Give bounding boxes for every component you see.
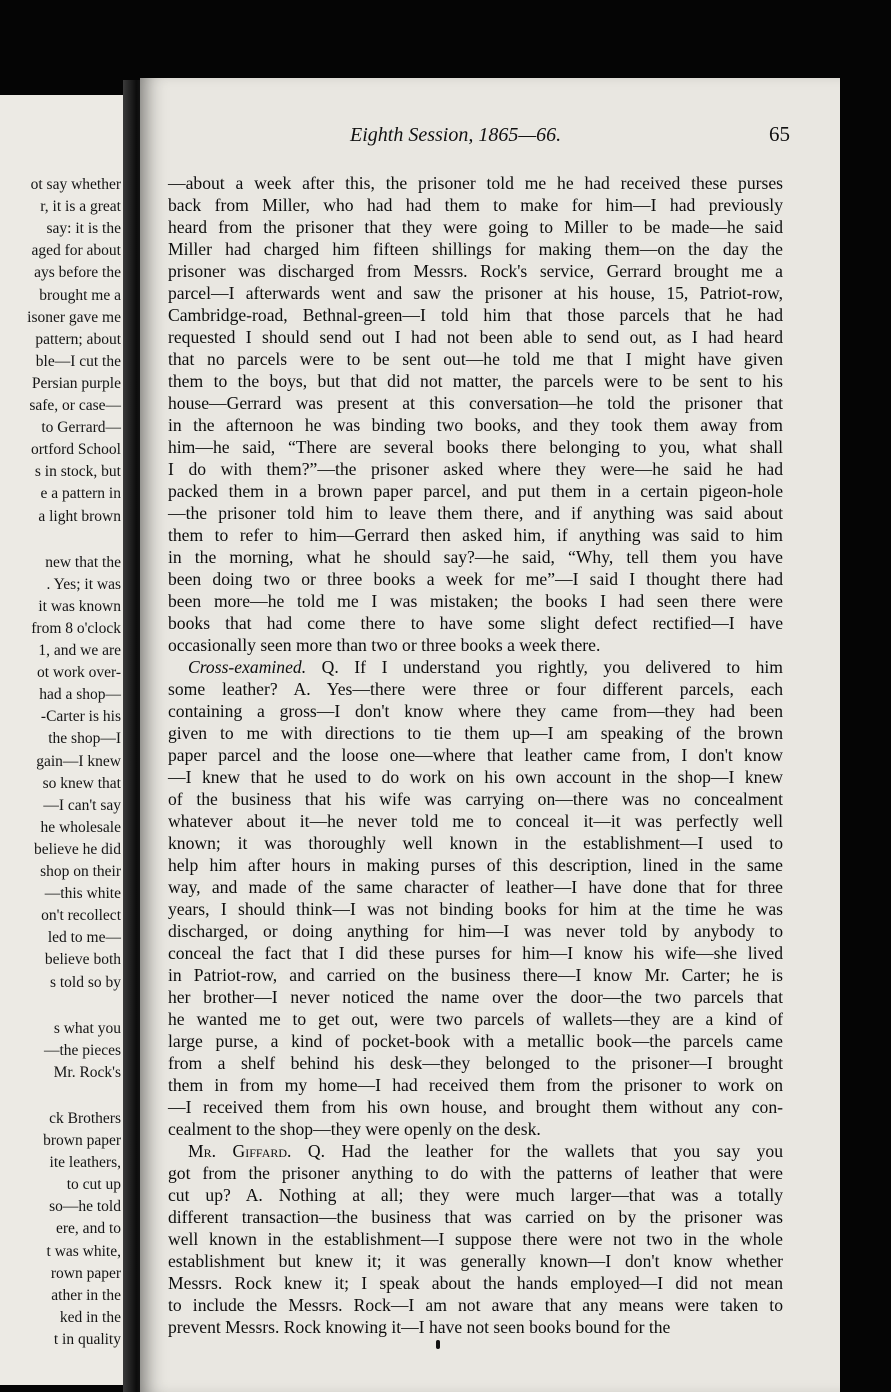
left-page-line: ble—I cut the xyxy=(35,352,121,370)
left-page-line: e a pattern in xyxy=(40,485,121,503)
left-page-line: ked in the xyxy=(59,1308,121,1326)
left-page-line: —this white xyxy=(44,885,121,903)
body-text-line: way, and made of the same character of leather—I have done that for three xyxy=(168,877,783,897)
left-page-line: ays before the xyxy=(34,264,121,282)
body-text-line: been doing two or three books a week for me”—I said I thought there had xyxy=(168,569,783,589)
body-text-line: Cambridge-road, Bethnal-green—I told him that those parcels that he had xyxy=(168,305,783,325)
body-text-line: years, I should think—I was not binding books for him at the time he was xyxy=(168,899,783,919)
body-text-line: establishment but knew it; it was generally known—I don't know whether xyxy=(168,1251,783,1271)
left-page-line: brown paper xyxy=(43,1132,121,1149)
left-page-line: a light brown xyxy=(38,507,121,525)
left-page-line: he wholesale xyxy=(40,818,121,836)
body-text-line: Mr. Giffard. Q. Had the leather for the wallets that you say you xyxy=(188,1141,783,1161)
body-text-line: them to the boys, but that did not matter, the parcels were to be sent to his xyxy=(168,371,783,391)
body-text-line: paper parcel and the loose one—where that leather came from, I don't know xyxy=(168,745,783,765)
left-page-line: isoner gave me xyxy=(27,308,121,326)
body-text-line: different transaction—the business that was carried on by the prisoner was xyxy=(168,1207,783,1227)
left-page-line: believe he did xyxy=(34,840,121,858)
body-text-line: some leather? A. Yes—there were three or four different parcels, each xyxy=(168,679,783,699)
left-page-line: shop on their xyxy=(40,863,121,880)
ink-mark xyxy=(436,1340,440,1349)
left-page-line: t in quality xyxy=(53,1330,121,1348)
left-page-line: Persian purple xyxy=(31,374,121,392)
page-header xyxy=(200,124,790,150)
body-text-line: known; it was thoroughly well known in the establishment—I used to xyxy=(168,833,783,853)
body-text-line: prisoner was discharged from Messrs. Rock's service, Gerrard brought me a xyxy=(168,261,783,281)
left-page-line: safe, or case— xyxy=(29,397,121,414)
left-page-line: -Carter is his xyxy=(40,708,121,726)
left-page-line: s told so by xyxy=(49,973,121,991)
left-page-line: r, it is a great xyxy=(40,198,121,216)
body-text-line: occasionally seen more than two or three books a week there. xyxy=(168,635,601,655)
left-page-line: ere, and to xyxy=(56,1220,121,1238)
body-text-line: —about a week after this, the prisoner told me he had received these purses xyxy=(168,173,783,193)
left-page-line: to Gerrard— xyxy=(41,419,121,437)
left-page-line: —the pieces xyxy=(43,1041,121,1059)
body-text-line: of the business that his wife was carrying on—there was no concealment xyxy=(168,789,783,809)
body-text-line: requested I should send out I had not been able to send out, as I had heard xyxy=(168,327,783,347)
left-page-line: ortford School xyxy=(31,441,121,459)
left-page-line: gain—I knew xyxy=(36,752,121,770)
left-page-line: believe both xyxy=(44,951,121,969)
body-text-line: whatever about it—he never told me to conceal it—it was perfectly well xyxy=(168,811,783,831)
left-page-line: say: it is the xyxy=(46,220,121,238)
body-text-line: got from the prisoner anything to do with the patterns of leather that were xyxy=(168,1163,783,1183)
body-text-line: cut up? A. Nothing at all; they were much larger—that was a totally xyxy=(168,1185,783,1205)
body-text-line: packed them in a brown paper parcel, and put them in a certain pigeon-hole xyxy=(168,481,783,501)
left-page-line: . Yes; it was xyxy=(46,575,121,593)
body-text-line: —the prisoner told him to leave them there, and if anything was said about xyxy=(168,503,783,523)
left-page-line: so knew that xyxy=(42,774,121,792)
body-text-line: Miller had charged him fifteen shillings for making them—on the day the xyxy=(168,239,783,259)
body-text-line: them in from my home—I had received them from the prisoner to work on xyxy=(168,1075,783,1095)
left-page-line: aged for about xyxy=(31,242,121,260)
left-page-line: so—he told xyxy=(49,1198,121,1216)
left-page-line: ck Brothers xyxy=(49,1109,121,1127)
left-facing-page xyxy=(0,95,125,1385)
body-text-line: them to refer to him—Gerrard then asked him, if anything was said to him xyxy=(168,525,783,545)
left-page-line: —I can't say xyxy=(43,796,121,814)
body-text-line: prevent Messrs. Rock knowing it—I have not seen books bound for the xyxy=(168,1317,671,1337)
left-page-line: ite leathers, xyxy=(49,1154,121,1172)
left-page-line: s what you xyxy=(53,1019,121,1037)
left-page-line: new that the xyxy=(45,553,121,571)
left-page-line: Mr. Rock's xyxy=(53,1063,121,1081)
body-text-line: to include the Messrs. Rock—I am not aware that any means were taken to xyxy=(168,1295,783,1315)
body-text-line: books that had come there to have some slight defect rectified—I have xyxy=(168,613,783,633)
body-text-line: given to me with directions to tie them up—I am speaking of the brown xyxy=(168,723,783,743)
body-text-line: parcel—I afterwards went and saw the prisoner at his house, 15, Patriot-row, xyxy=(168,283,783,303)
left-page-line: to cut up xyxy=(66,1176,121,1194)
left-page-line: brought me a xyxy=(39,286,121,304)
left-page-line: s in stock, but xyxy=(34,463,121,481)
running-head: Eighth Session, 1865—66. xyxy=(350,124,562,146)
body-text-line: I do with them?”—the prisoner asked where they were—he said he had xyxy=(168,459,783,479)
body-text-line: well known in the establishment—I suppose there were not two in the whole xyxy=(168,1229,783,1249)
left-page-line: had a shop— xyxy=(39,686,121,704)
body-text-line: discharged, or doing anything for him—I was never told by anybody to xyxy=(168,921,783,941)
left-page-line: on't recollect xyxy=(41,907,121,925)
body-text-line: large purse, a kind of pocket-book with a metallic book—the parcels came xyxy=(168,1031,783,1051)
left-page-line: t was white, xyxy=(46,1242,121,1260)
body-text-line: in the morning, what he should say?—he said, “Why, tell them you have xyxy=(168,547,783,567)
left-page-line: 1, and we are xyxy=(38,642,121,659)
body-text-line: that no parcels were to be sent out—he told me that I might have given xyxy=(168,349,783,369)
body-text-line: heard from the prisoner that they were going to Miller to be made—he said xyxy=(168,217,783,237)
left-page-line: it was known xyxy=(38,597,121,615)
body-text-line: in the afternoon he was binding two books, and they took them away from xyxy=(168,415,783,435)
left-page-line: from 8 o'clock xyxy=(31,619,121,637)
body-text-line: Cross-examined. Q. If I understand you rightly, you delivered to him xyxy=(188,657,783,677)
body-text-line: been more—he told me I was mistaken; the books I had seen there were xyxy=(168,591,783,611)
body-text-line: house—Gerrard was present at this conversation—he told the prisoner that xyxy=(168,393,783,413)
body-text-line: Messrs. Rock knew it; I speak about the hands employed—I did not mean xyxy=(168,1273,783,1293)
left-page-line: rown paper xyxy=(50,1264,121,1282)
body-text-line: conceal the fact that I did these purses for him—I know his wife—she lived xyxy=(168,943,783,963)
left-page-line: the shop—I xyxy=(48,730,121,748)
body-text-line: help him after hours in making purses of this description, lined in the same xyxy=(168,855,783,875)
body-text-line: he wanted me to get out, were two parcels of wallets—they are a kind of xyxy=(168,1009,783,1029)
body-text-line: cealment to the shop—they were openly on the desk. xyxy=(168,1119,541,1139)
page-number: 65 xyxy=(769,122,790,146)
body-text-line: —I received them from his own house, and brought them without any con- xyxy=(168,1097,783,1117)
body-text-line: back from Miller, who had had them to make for him—I had previously xyxy=(168,195,783,215)
left-page-line: led to me— xyxy=(47,929,121,947)
left-page-line: ather in the xyxy=(51,1286,121,1304)
left-page-line: ot say whether xyxy=(30,176,121,193)
body-text-line: in Patriot-row, and carried on the business there—I know Mr. Carter; he is xyxy=(168,965,783,985)
left-page-line: pattern; about xyxy=(35,330,121,348)
body-text-line: her brother—I never noticed the name over the door—the two parcels that xyxy=(168,987,783,1007)
body-text-line: containing a gross—I don't know where they came from—they had been xyxy=(168,701,783,721)
body-text-line: —I knew that he used to do work on his own account in the shop—I knew xyxy=(168,767,783,787)
body-text-line: from a shelf behind his desk—they belonged to the prisoner—I brought xyxy=(168,1053,783,1073)
body-text-line: him—he said, “There are several books there belonging to you, what shall xyxy=(168,437,783,457)
left-page-line: ot work over- xyxy=(36,664,121,682)
